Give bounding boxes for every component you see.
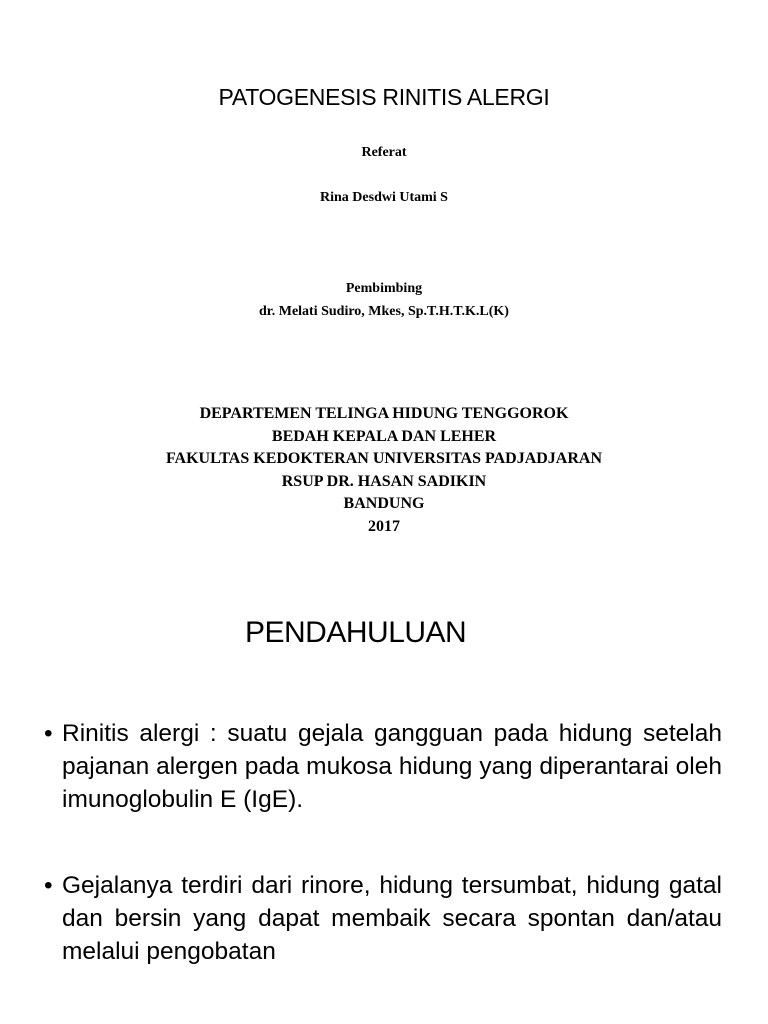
bullet-dot-icon: •: [44, 872, 53, 899]
bullet-list: [44, 717, 722, 1021]
bullet-item: [44, 717, 722, 816]
bullet-dot-icon: •: [44, 720, 53, 747]
institution-block: [0, 403, 768, 538]
supervisor-label: Pembimbing: [345, 281, 423, 296]
institution-line: RSUP DR. HASAN SADIKIN: [281, 472, 487, 490]
section-title: PENDAHULUAN: [245, 616, 467, 649]
bullet-text: Rinitis alergi : suatu gejala gangguan pada hidung setelah pajanan alergen pada mukosa hidung yang diperantarai oleh imunoglobulin E (IgE).: [62, 720, 722, 813]
institution-year: 2017: [368, 517, 400, 535]
author-name: Rina Desdwi Utami S: [320, 190, 448, 205]
document-type: Referat: [361, 145, 407, 160]
introduction-slide: [0, 576, 768, 1024]
supervisor-name: dr. Melati Sudiro, Mkes, Sp.T.H.T.K.L(K): [259, 304, 509, 319]
institution-line: DEPARTEMEN TELINGA HIDUNG TENGGOROK: [199, 405, 569, 422]
slide-title: PATOGENESIS RINITIS ALERGI: [218, 84, 550, 110]
bullet-item: [44, 869, 722, 968]
institution-line: BANDUNG: [343, 495, 425, 512]
bullet-text: Gejalanya terdiri dari rinore, hidung tersumbat, hidung gatal dan bersin yang dapat membaik secara spontan dan/atau melalui pengobatan: [62, 872, 722, 965]
institution-line: FAKULTAS KEDOKTERAN UNIVERSITAS PADJADJARAN: [165, 450, 603, 467]
institution-line: BEDAH KEPALA DAN LEHER: [271, 427, 497, 445]
